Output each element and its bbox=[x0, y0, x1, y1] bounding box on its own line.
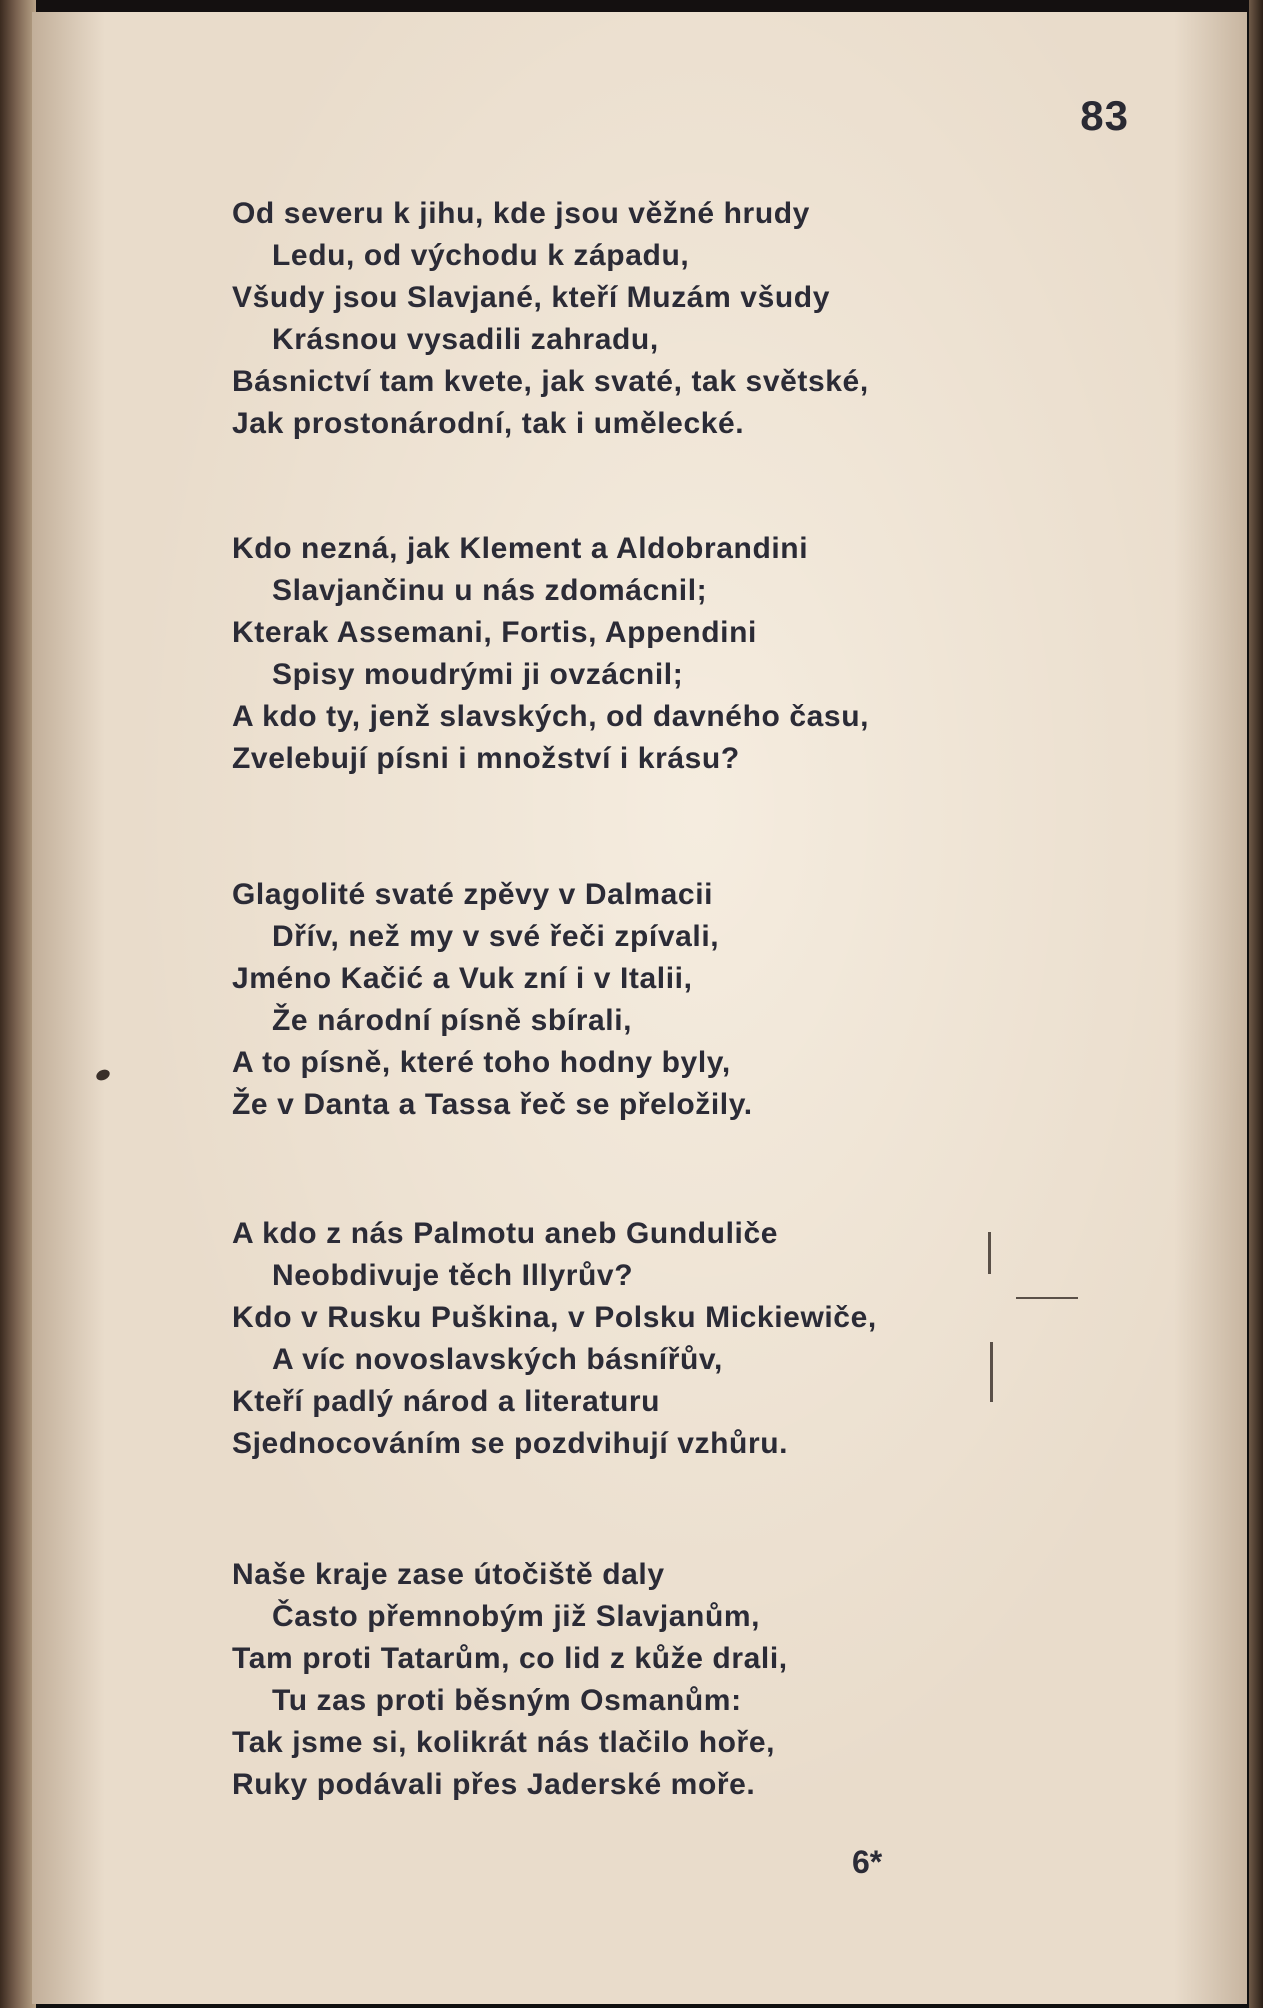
poem-line: A to písně, které toho hodny byly, bbox=[232, 1046, 731, 1079]
page-number: 83 bbox=[1080, 92, 1129, 139]
book-edge-right bbox=[1249, 0, 1263, 2008]
stanza-5 bbox=[232, 1554, 788, 1806]
poem-line: Glagolité svaté zpěvy v Dalmacii bbox=[232, 878, 714, 911]
poem-line: A kdo z nás Palmotu aneb Gunduliče bbox=[232, 1217, 779, 1250]
poem-line: Od severu k jihu, kde jsou věžné hrudy bbox=[232, 197, 810, 230]
book-gutter-left bbox=[0, 0, 36, 2008]
poem-line: Neobdivuje těch Illyrův? bbox=[272, 1259, 634, 1292]
poem-line: Dřív, než my v své řeči zpívali, bbox=[272, 920, 720, 953]
poem-line: Slavjančinu u nás zdomácnil; bbox=[272, 574, 708, 607]
poem-line: Tak jsme si, kolikrát nás tlačilo hoře, bbox=[232, 1726, 776, 1759]
poem-line: Jméno Kačić a Vuk zní i v Italii, bbox=[232, 962, 693, 995]
poem-line: Kdo nezná, jak Klement a Aldobrandini bbox=[232, 532, 809, 565]
margin-pencil-mark bbox=[1016, 1297, 1078, 1299]
poem-line: Že v Danta a Tassa řeč se přeložily. bbox=[232, 1088, 753, 1121]
ink-smudge bbox=[95, 1068, 112, 1083]
poem-line: Sjednocováním se pozdvihují vzhůru. bbox=[232, 1427, 789, 1460]
poem-line: Kterak Assemani, Fortis, Appendini bbox=[232, 616, 757, 649]
poem-line: Básnictví tam kvete, jak svaté, tak světské, bbox=[232, 365, 869, 398]
poem-line: Ledu, od východu k západu, bbox=[272, 239, 690, 272]
stanza-2 bbox=[232, 528, 869, 780]
poem-line: Že národní písně sbírali, bbox=[272, 1004, 633, 1037]
stanza-3 bbox=[232, 874, 753, 1126]
poem-line: A kdo ty, jenž slavských, od davného času, bbox=[232, 700, 870, 733]
poem-line: Často přemnobým již Slavjanům, bbox=[272, 1600, 761, 1633]
poem-line: Spisy moudrými ji ovzácnil; bbox=[272, 658, 684, 691]
printer-signature-mark: 6* bbox=[852, 1844, 883, 1880]
poem-line: Kteří padlý národ a literaturu bbox=[232, 1385, 661, 1418]
stanza-4 bbox=[232, 1213, 877, 1465]
poem-line: Zvelebují písni i množství i krásu? bbox=[232, 742, 740, 775]
poem-line: Tam proti Tatarům, co lid z kůže drali, bbox=[232, 1642, 788, 1675]
poem-line: Všudy jsou Slavjané, kteří Muzám všudy bbox=[232, 281, 830, 314]
poem-line: Tu zas proti běsným Osmanům: bbox=[272, 1684, 742, 1717]
poem-line: Kdo v Rusku Puškina, v Polsku Mickiewiče, bbox=[232, 1301, 877, 1334]
margin-pencil-mark bbox=[988, 1232, 991, 1274]
poem-line: Ruky podávali přes Jaderské moře. bbox=[232, 1768, 756, 1801]
poem-line: A víc novoslavských básnířův, bbox=[272, 1343, 723, 1376]
poem-line: Jak prostonárodní, tak i umělecké. bbox=[232, 407, 745, 440]
poem-line: Naše kraje zase útočiště daly bbox=[232, 1558, 665, 1591]
stanza-1 bbox=[232, 193, 869, 445]
margin-pencil-mark bbox=[990, 1342, 993, 1402]
book-page bbox=[32, 12, 1247, 2004]
poem-line: Krásnou vysadili zahradu, bbox=[272, 323, 659, 356]
